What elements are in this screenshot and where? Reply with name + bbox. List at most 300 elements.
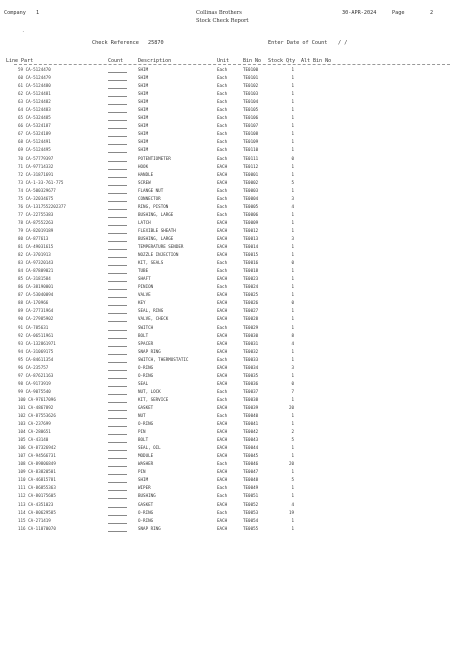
line-part-cell — [18, 484, 108, 492]
line-part-cell — [18, 404, 108, 412]
line-number: 77 — [18, 211, 24, 217]
count-entry-line[interactable] — [108, 346, 127, 347]
part-number: CA-38190001 — [25, 284, 54, 290]
unit-cell: Each — [217, 107, 228, 113]
count-entry-line[interactable] — [108, 354, 127, 355]
bin-cell: TE0005 — [243, 203, 259, 209]
part-number: CA-94566731 — [28, 453, 56, 459]
stock-qty-cell: 1 — [291, 219, 294, 225]
line-part-cell — [18, 315, 108, 323]
unit-cell: EACH — [217, 348, 228, 354]
part-number: CA-82019189 — [25, 227, 54, 233]
bin-cell: TE0100 — [243, 67, 259, 72]
description-cell: O-RING — [138, 421, 154, 427]
count-entry-line[interactable] — [108, 257, 127, 258]
unit-cell: EACH — [217, 316, 228, 322]
unit-cell: EACH — [217, 292, 228, 298]
description-cell: TEMPERATURE SENDER — [138, 244, 184, 250]
line-part-cell — [18, 501, 108, 509]
description-cell: O-RING — [138, 509, 154, 515]
line-number: 106 — [18, 445, 26, 451]
bin-cell: TE0012 — [243, 227, 259, 233]
count-entry-line[interactable] — [108, 265, 127, 266]
line-part-cell — [18, 275, 108, 283]
description-cell: WASHER — [138, 461, 154, 467]
stock-qty-cell: 1 — [291, 227, 294, 233]
count-entry-line[interactable] — [108, 418, 127, 419]
line-part-cell — [18, 517, 108, 525]
part-number: CA-5324485 — [25, 115, 51, 121]
col-bin-no: Bin No — [243, 58, 262, 64]
description-cell: BUSHING, LARGE — [138, 211, 174, 217]
part-number: CA-06511961 — [25, 332, 54, 338]
bin-cell: TE0033 — [243, 356, 259, 362]
table-row — [0, 283, 460, 291]
count-entry-line[interactable] — [108, 362, 127, 363]
line-number: 93 — [18, 340, 24, 346]
count-entry-line[interactable] — [108, 482, 127, 483]
stock-qty-cell: 1 — [291, 453, 294, 459]
unit-cell: Each — [217, 115, 228, 121]
line-part-cell — [18, 235, 108, 243]
count-entry-line[interactable] — [108, 152, 127, 153]
line-part-cell — [18, 428, 108, 436]
line-number: 90 — [18, 316, 24, 322]
stock-qty-cell: 1 — [291, 187, 294, 193]
line-number: 92 — [18, 332, 24, 338]
company-name: Collinas Brothers — [196, 10, 242, 16]
description-cell: GASKET — [138, 501, 154, 507]
line-part-cell — [18, 106, 108, 114]
table-row — [0, 332, 460, 340]
description-cell: PIN — [138, 429, 146, 435]
unit-cell: Each — [217, 155, 228, 161]
bin-cell: TE0043 — [243, 437, 259, 443]
bin-cell: TE0003 — [243, 187, 259, 193]
line-part-cell — [18, 436, 108, 444]
description-cell: SHIM — [138, 115, 149, 121]
count-entry-line[interactable] — [108, 458, 127, 459]
count-date-field[interactable]: / / — [338, 40, 348, 46]
count-entry-line[interactable] — [108, 185, 127, 186]
line-part-cell — [18, 155, 108, 163]
table-row — [0, 106, 460, 114]
description-cell: O-RING — [138, 372, 154, 378]
description-cell: SHIM — [138, 139, 149, 145]
table-row — [0, 155, 460, 163]
bin-cell: TE0018 — [243, 268, 259, 274]
count-entry-line[interactable] — [108, 201, 127, 202]
description-cell: NOZZLE INJECTION — [138, 252, 179, 258]
col-count: Count — [108, 58, 124, 64]
unit-cell: Each — [217, 284, 228, 290]
count-entry-line[interactable] — [108, 88, 127, 89]
bin-cell: TE0023 — [243, 276, 259, 282]
stock-qty-cell: 1 — [291, 356, 294, 362]
line-number: 60 — [18, 75, 24, 81]
table-row — [0, 444, 460, 452]
table-row — [0, 275, 460, 283]
count-entry-line[interactable] — [108, 466, 127, 467]
stock-qty-cell: 1 — [291, 115, 294, 121]
count-entry-line[interactable] — [108, 273, 127, 274]
part-number: CA-49031615 — [25, 244, 54, 250]
count-entry-line[interactable] — [108, 297, 127, 298]
table-row — [0, 114, 460, 122]
table-row — [0, 340, 460, 348]
table-row — [0, 243, 460, 251]
line-number: 111 — [18, 485, 26, 491]
bin-cell: TE0111 — [243, 155, 259, 161]
unit-cell: EACH — [217, 340, 228, 346]
line-number: 104 — [18, 429, 26, 435]
description-cell: BUSHING — [138, 493, 156, 499]
unit-cell: Each — [217, 187, 228, 193]
count-entry-line[interactable] — [108, 507, 127, 508]
part-number: CA-22755383 — [25, 211, 54, 217]
stock-qty-cell: 1 — [291, 123, 294, 129]
description-cell: SEAL, RING — [138, 308, 164, 314]
line-part-cell — [18, 396, 108, 404]
stock-qty-cell: 20 — [288, 461, 294, 467]
description-cell: SHIM — [138, 107, 149, 113]
count-entry-line[interactable] — [108, 112, 127, 113]
bin-cell: TE0110 — [243, 147, 259, 153]
unit-cell: EACH — [217, 477, 228, 483]
table-row — [0, 219, 460, 227]
count-entry-line[interactable] — [108, 249, 127, 250]
line-number: 84 — [18, 268, 24, 274]
line-number: 108 — [18, 461, 26, 467]
description-cell: RING, PISTON — [138, 203, 169, 209]
line-part-cell — [18, 74, 108, 82]
bin-cell: TE0030 — [243, 332, 259, 338]
bin-cell: TE0045 — [243, 453, 259, 459]
count-entry-line[interactable] — [108, 104, 127, 105]
count-entry-line[interactable] — [108, 394, 127, 395]
table-row — [0, 396, 460, 404]
count-entry-line[interactable] — [108, 330, 127, 331]
count-entry-line[interactable] — [108, 305, 127, 306]
count-entry-line[interactable] — [108, 426, 127, 427]
stock-qty-cell: 1 — [291, 252, 294, 258]
count-entry-line[interactable] — [108, 531, 127, 532]
bin-cell: TE0014 — [243, 244, 259, 250]
description-cell: SHIM — [138, 477, 149, 483]
line-number: 79 — [18, 227, 24, 233]
count-entry-line[interactable] — [108, 370, 127, 371]
count-entry-line[interactable] — [108, 450, 127, 451]
part-number: CA-11070070 — [28, 525, 56, 531]
description-cell: VALVE, CHECK — [138, 316, 169, 322]
table-row — [0, 259, 460, 267]
bin-cell: TE0041 — [243, 421, 259, 427]
unit-cell: EACH — [217, 332, 228, 338]
count-entry-line[interactable] — [108, 498, 127, 499]
table-row — [0, 468, 460, 476]
stock-qty-cell: 1 — [291, 211, 294, 217]
table-row — [0, 90, 460, 98]
line-number: 116 — [18, 525, 26, 531]
stock-qty-cell: 1 — [291, 268, 294, 274]
stock-qty-cell: 1 — [291, 147, 294, 153]
bin-cell: TE0016 — [243, 260, 259, 266]
table-row — [0, 484, 460, 492]
stock-qty-cell: 1 — [291, 75, 294, 81]
stock-qty-cell: 5 — [291, 437, 294, 443]
bin-cell: TE0039 — [243, 404, 259, 410]
description-cell: SHIM — [138, 123, 149, 129]
bin-cell: TE0054 — [243, 517, 259, 523]
check-mark: . — [22, 28, 25, 33]
header-rule — [14, 64, 450, 65]
unit-cell: EACH — [217, 179, 228, 185]
line-part-cell — [18, 412, 108, 420]
part-number: CA-31871691 — [25, 171, 54, 177]
table-row — [0, 476, 460, 484]
description-cell: LATCH — [138, 219, 151, 225]
part-number: CA-3181584 — [25, 276, 51, 282]
bin-cell: TE0036 — [243, 380, 259, 386]
bin-cell: TE0101 — [243, 75, 259, 81]
stock-qty-cell: 2 — [291, 429, 294, 435]
part-number: CA-87809021 — [25, 268, 54, 274]
company-label: Company — [4, 10, 26, 16]
stock-table-body — [0, 66, 460, 533]
stock-qty-cell: 1 — [291, 308, 294, 314]
count-entry-line[interactable] — [108, 136, 127, 137]
count-entry-line[interactable] — [108, 96, 127, 97]
unit-cell: EACH — [217, 276, 228, 282]
count-entry-line[interactable] — [108, 169, 127, 170]
line-part-cell — [18, 364, 108, 372]
table-row — [0, 501, 460, 509]
count-entry-line[interactable] — [108, 241, 127, 242]
table-row — [0, 82, 460, 90]
part-number: CA-5124470 — [25, 67, 51, 72]
company-number: 1 — [36, 10, 40, 16]
unit-cell: Each — [217, 99, 228, 105]
line-part-cell — [18, 90, 108, 98]
count-entry-line[interactable] — [108, 474, 127, 475]
count-entry-line[interactable] — [108, 434, 127, 435]
bin-cell: TE0051 — [243, 493, 259, 499]
stock-qty-cell: 1 — [291, 445, 294, 451]
count-entry-line[interactable] — [108, 313, 127, 314]
unit-cell: Each — [217, 509, 228, 515]
stock-qty-cell: 5 — [291, 477, 294, 483]
unit-cell: Each — [217, 268, 228, 274]
unit-cell: Each — [217, 75, 228, 81]
col-description: Description — [138, 58, 172, 64]
page-label: Page — [392, 10, 405, 16]
description-cell: SEAL — [138, 380, 149, 386]
part-number: CA-5124479 — [25, 75, 51, 81]
stock-qty-cell: 4 — [291, 203, 294, 209]
table-row — [0, 404, 460, 412]
count-entry-line[interactable] — [108, 515, 127, 516]
part-number: CA-132861971 — [25, 340, 56, 346]
count-entry-line[interactable] — [108, 217, 127, 218]
unit-cell: EACH — [217, 219, 228, 225]
line-part-cell — [18, 195, 108, 203]
unit-cell: EACH — [217, 244, 228, 250]
description-cell: POTENTIOMETER — [138, 155, 171, 161]
part-number: CA-89806849 — [28, 461, 56, 467]
description-cell: BOLT — [138, 332, 149, 338]
unit-cell: EACH — [217, 252, 228, 258]
count-entry-line[interactable] — [108, 490, 127, 491]
table-row — [0, 364, 460, 372]
unit-cell: Each — [217, 211, 228, 217]
line-number: 81 — [18, 244, 24, 250]
part-number: CA-84611354 — [25, 356, 54, 362]
part-number: CA-170966 — [25, 300, 49, 306]
count-entry-line[interactable] — [108, 402, 127, 403]
unit-cell: EACH — [217, 525, 228, 531]
line-part-cell — [18, 179, 108, 187]
count-entry-line[interactable] — [108, 193, 127, 194]
count-entry-line[interactable] — [108, 209, 127, 210]
bin-cell: TE0034 — [243, 364, 259, 370]
line-part-cell — [18, 444, 108, 452]
count-entry-line[interactable] — [108, 442, 127, 443]
bin-cell: TE0032 — [243, 348, 259, 354]
description-cell: SHIM — [138, 147, 149, 153]
bin-cell: TE0013 — [243, 235, 259, 241]
bin-cell: TE0042 — [243, 429, 259, 435]
bin-cell: TE0052 — [243, 501, 259, 507]
col-alt-bin: Alt Bin No — [301, 58, 332, 64]
table-row — [0, 130, 460, 138]
part-number: CA-87326942 — [28, 445, 56, 451]
table-row — [0, 436, 460, 444]
count-entry-line[interactable] — [108, 120, 127, 121]
count-entry-line[interactable] — [108, 410, 127, 411]
line-number: 94 — [18, 348, 24, 354]
line-part-cell — [18, 299, 108, 307]
stock-qty-cell: 3 — [291, 364, 294, 370]
unit-cell: Each — [217, 413, 228, 419]
count-entry-line[interactable] — [108, 281, 127, 282]
bin-cell: TE0038 — [243, 396, 259, 402]
line-part-cell — [18, 163, 108, 171]
table-row — [0, 267, 460, 275]
stock-qty-cell: 1 — [291, 107, 294, 113]
bin-cell: TE0053 — [243, 509, 259, 515]
line-number: 97 — [18, 372, 24, 378]
count-entry-line[interactable] — [108, 144, 127, 145]
count-entry-line[interactable] — [108, 338, 127, 339]
bin-cell: TE0015 — [243, 252, 259, 258]
bin-cell: TE0002 — [243, 179, 259, 185]
count-entry-line[interactable] — [108, 80, 127, 81]
unit-cell: EACH — [217, 372, 228, 378]
page-number: 2 — [430, 10, 434, 16]
count-entry-line[interactable] — [108, 72, 127, 73]
count-entry-line[interactable] — [108, 233, 127, 234]
bin-cell: TE0047 — [243, 469, 259, 475]
stock-qty-cell: 1 — [291, 316, 294, 322]
line-part-cell — [18, 122, 108, 130]
part-number: CA-1-33-761-775 — [25, 179, 64, 185]
description-cell: SWITCH — [138, 324, 154, 330]
check-reference-value: 25870 — [148, 40, 164, 46]
count-entry-line[interactable] — [108, 128, 127, 129]
unit-cell: EACH — [217, 445, 228, 451]
part-number: CA-97617096 — [28, 396, 56, 402]
stock-qty-cell: 1 — [291, 372, 294, 378]
table-row — [0, 525, 460, 533]
part-number: CA-80629585 — [28, 509, 56, 515]
line-number: 63 — [18, 99, 24, 105]
col-line-part: Line Part — [6, 58, 34, 64]
stock-qty-cell: 1 — [291, 493, 294, 499]
count-entry-line[interactable] — [108, 225, 127, 226]
table-row — [0, 251, 460, 259]
count-entry-line[interactable] — [108, 289, 127, 290]
table-row — [0, 412, 460, 420]
stock-qty-cell: 1 — [291, 139, 294, 145]
part-number: CA-9173919 — [25, 380, 51, 386]
count-entry-line[interactable] — [108, 177, 127, 178]
line-number: 85 — [18, 276, 24, 282]
part-number: CA-5324189 — [25, 131, 51, 137]
bin-cell: TE0004 — [243, 195, 259, 201]
count-entry-line[interactable] — [108, 378, 127, 379]
line-part-cell — [18, 114, 108, 122]
stock-qty-cell: 1 — [291, 163, 294, 169]
table-row — [0, 171, 460, 179]
line-part-cell — [18, 130, 108, 138]
line-number: 72 — [18, 171, 24, 177]
description-cell: SNAP RING — [138, 348, 161, 354]
line-part-cell — [18, 307, 108, 315]
line-part-cell — [18, 66, 108, 74]
stock-qty-cell: 1 — [291, 244, 294, 250]
count-entry-line[interactable] — [108, 386, 127, 387]
line-part-cell — [18, 388, 108, 396]
count-entry-line[interactable] — [108, 523, 127, 524]
part-number: CA-785631 — [25, 324, 49, 330]
line-part-cell — [18, 356, 108, 364]
stock-qty-cell: 1 — [291, 83, 294, 89]
unit-cell: Each — [217, 461, 228, 467]
part-number: CA-27731964 — [25, 308, 54, 314]
col-stock-qty: Stock Qty — [268, 58, 296, 64]
stock-qty-cell: 19 — [288, 509, 294, 515]
count-entry-line[interactable] — [108, 161, 127, 162]
unit-cell: Each — [217, 203, 228, 209]
stock-qty-cell: 0 — [291, 300, 294, 306]
stock-qty-cell: 1 — [291, 525, 294, 531]
table-row — [0, 291, 460, 299]
unit-cell: EACH — [217, 469, 228, 475]
part-number: CA-97714332 — [25, 163, 54, 169]
count-entry-line[interactable] — [108, 321, 127, 322]
bin-cell: TE0108 — [243, 131, 259, 137]
line-number: 70 — [18, 155, 24, 161]
line-part-cell — [18, 259, 108, 267]
table-row — [0, 492, 460, 500]
unit-cell: EACH — [217, 380, 228, 386]
line-part-cell — [18, 146, 108, 154]
line-part-cell — [18, 372, 108, 380]
line-number: 112 — [18, 493, 26, 499]
bin-cell: TE0049 — [243, 485, 259, 491]
line-part-cell — [18, 348, 108, 356]
unit-cell: Each — [217, 139, 228, 145]
